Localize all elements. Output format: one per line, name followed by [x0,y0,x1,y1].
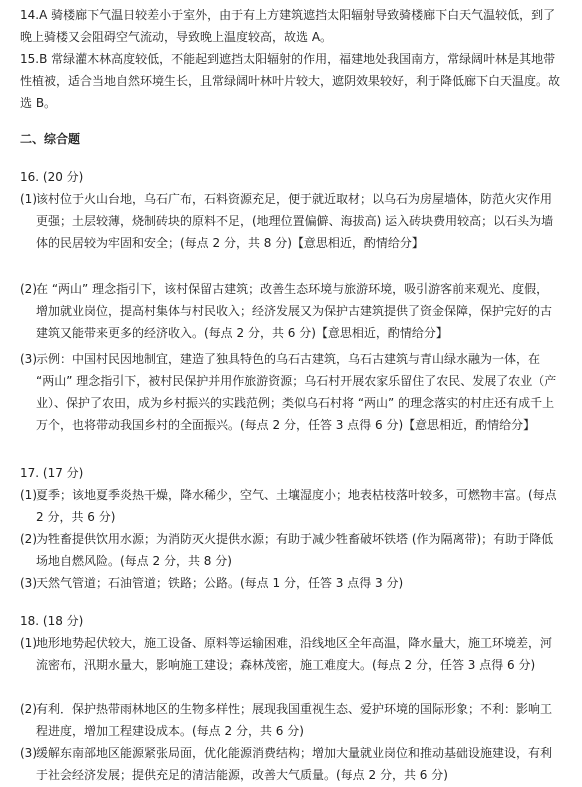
q16-part2-number: (2) [20,282,37,296]
q16-part2-answer: 在 “两山” 理念指引下，该村保留古建筑；改善生态环境与旅游环境，吸引游客前来观光、度假，增加就业岗位，提高村集体与村民收入；经济发展又为保护古建筑提供了资金保障，保护完好的古建筑又能带来更多的经济收入。(每点 2 分，共 6 分)【意思相近，酌情给分】 [36,282,553,340]
answer-15: 15.B 常绿灌木林高度较低，不能起到遮挡太阳辐射的作用，福建地处我国南方，常绿阔叶林是其地带性植被，适合当地自然环境生长，且常绿阔叶林叶片较大，遮阴效果较好，利于降低廊下白天温度。故选 B。 [20,52,561,110]
section-title: 二、综合题 [20,132,81,146]
answer-14: 14.A 骑楼廊下气温日较差小于室外，由于有上方建筑遮挡太阳辐射导致骑楼廊下白天气温较低，到了晚上骑楼又会阻碍空气流动，导致晚上温度较高，故选 A。 [20,8,556,44]
q17-part1-number: (1) [20,488,37,502]
question-18-heading: 18. (18 分) [20,614,84,628]
q16-part1-number: (1) [20,192,37,206]
question-16-heading: 16. (20 分) [20,170,84,184]
q17-part2-number: (2) [20,532,37,546]
q16-part1-answer: 该村位于火山台地，乌石广布，石料资源充足，便于就近取材；以乌石为房屋墙体，防范火灾作用更强；土层较薄，烧制砖块的原料不足，(地理位置偏僻、海拔高) 运入砖块费用较高；以石头为墙体的民居较为牢固和安全；(每点 2 分，共 8 分)【意思相近，酌情给分】 [36,192,554,250]
question-17-heading: 17. (17 分) [20,466,84,480]
q18-part1-answer: 地形地势起伏较大，施工设备、原料等运输困难，沿线地区全年高温，降水量大，施工环境差，河流密布，汛期水量大，影响施工建设；森林茂密，施工难度大。(每点 2 分，任答 3 点得 6 分) [36,636,553,672]
q18-part3-answer: 缓解东南部地区能源紧张局面，优化能源消费结构；增加大量就业岗位和推动基础设施建设，有利于社会经济发展；提供充足的清洁能源，改善大气质量。(每点 2 分，共 6 分) [36,746,553,782]
q17-part3-answer: 天然气管道；石油管道；铁路；公路。(每点 1 分，任答 3 点得 3 分) [36,576,404,590]
q17-part3-number: (3) [20,576,37,590]
q17-part1-answer: 夏季；该地夏季炎热干燥，降水稀少，空气、土壤湿度小；地表枯枝落叶较多，可燃物丰富。(每点 2 分，共 6 分) [36,488,557,524]
q18-part2-number: (2) [20,702,37,716]
q18-part1-number: (1) [20,636,37,650]
q17-part2-answer: 为牲畜提供饮用水源；为消防灭火提供水源；有助于减少牲畜破坏铁塔 (作为隔离带)；有助于降低场地自燃风险。(每点 2 分，共 8 分) [36,532,554,568]
q16-part3-number: (3) [20,352,37,366]
q18-part3-number: (3) [20,746,37,760]
q16-part3-answer: 示例：中国村民因地制宜，建造了独具特色的乌石古建筑，乌石古建筑与青山绿水融为一体，在 “两山” 理念指引下，被村民保护并用作旅游资源；乌石村开展农家乐留住了农民、发展了农业（产业）、保护了农田，成为乡村振兴的实践范例；类似乌石村将 “两山” 的理念落实的村庄还有成千上万个，也将带动我国乡村的全面振兴。(每点 2 分，任答 3 点得 6 分)【意思相近，酌情给分】 [36,352,557,432]
q18-part2-answer: 有利．保护热带雨林地区的生物多样性；展现我国重视生态、爱护环境的国际形象；不利：影响工程进度，增加工程建设成本。(每点 2 分，共 6 分) [36,702,553,738]
